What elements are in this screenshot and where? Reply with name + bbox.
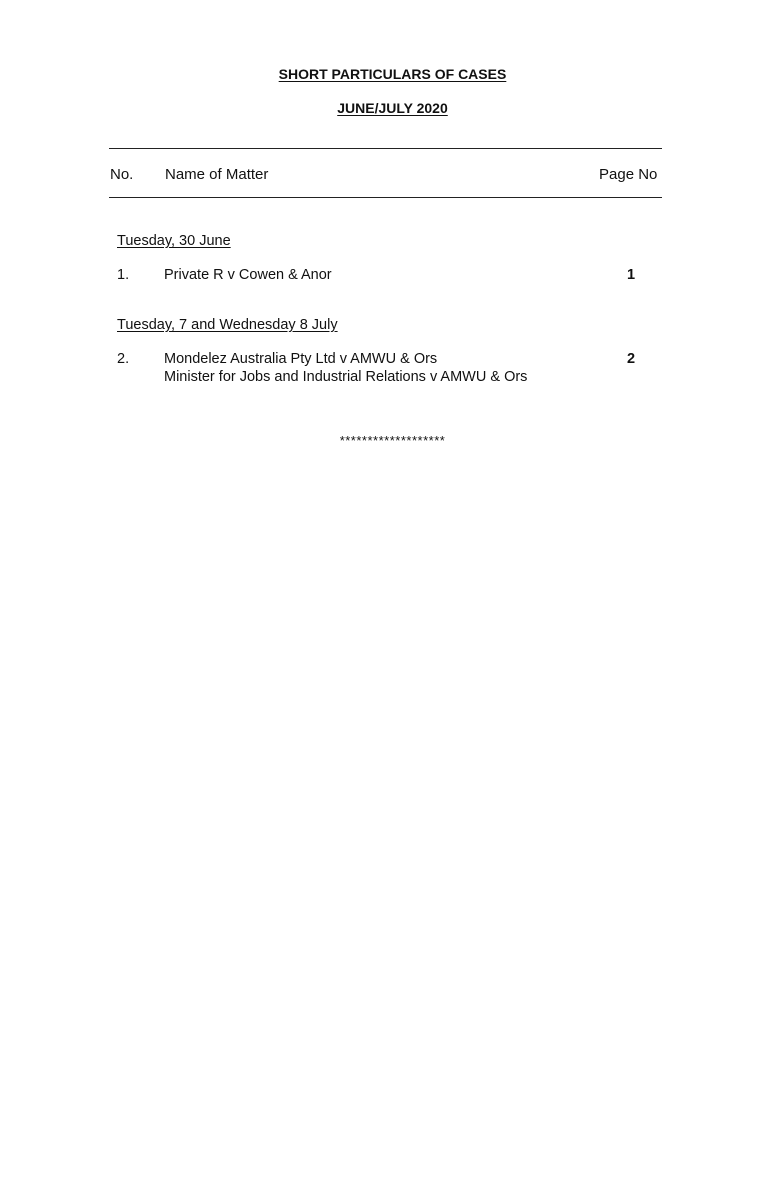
case-page-number: 2 [627,351,636,367]
section-day-heading: Tuesday, 7 and Wednesday 8 July [117,317,338,333]
case-page-number: 1 [627,267,636,283]
case-number: 2. [117,351,130,367]
column-header-page: Page No [599,166,658,183]
case-matter [164,350,527,386]
case-number: 1. [117,267,130,283]
case-matter-line: Mondelez Australia Pty Ltd v AMWU & Ors [164,351,438,367]
case-matter-line: Private R v Cowen & Anor [164,267,332,283]
section-day-heading: Tuesday, 30 June [117,233,231,249]
document-title: SHORT PARTICULARS OF CASES [278,66,507,82]
case-matter [164,266,332,284]
column-header-name: Name of Matter [165,166,269,183]
header-rule-bottom [109,197,662,198]
column-header-no: No. [110,166,134,183]
document-subtitle: JUNE/JULY 2020 [337,100,448,116]
case-matter-line: Minister for Jobs and Industrial Relations v AMWU & Ors [164,369,528,385]
end-separator: ******************* [339,433,446,448]
header-rule-top [109,148,662,149]
